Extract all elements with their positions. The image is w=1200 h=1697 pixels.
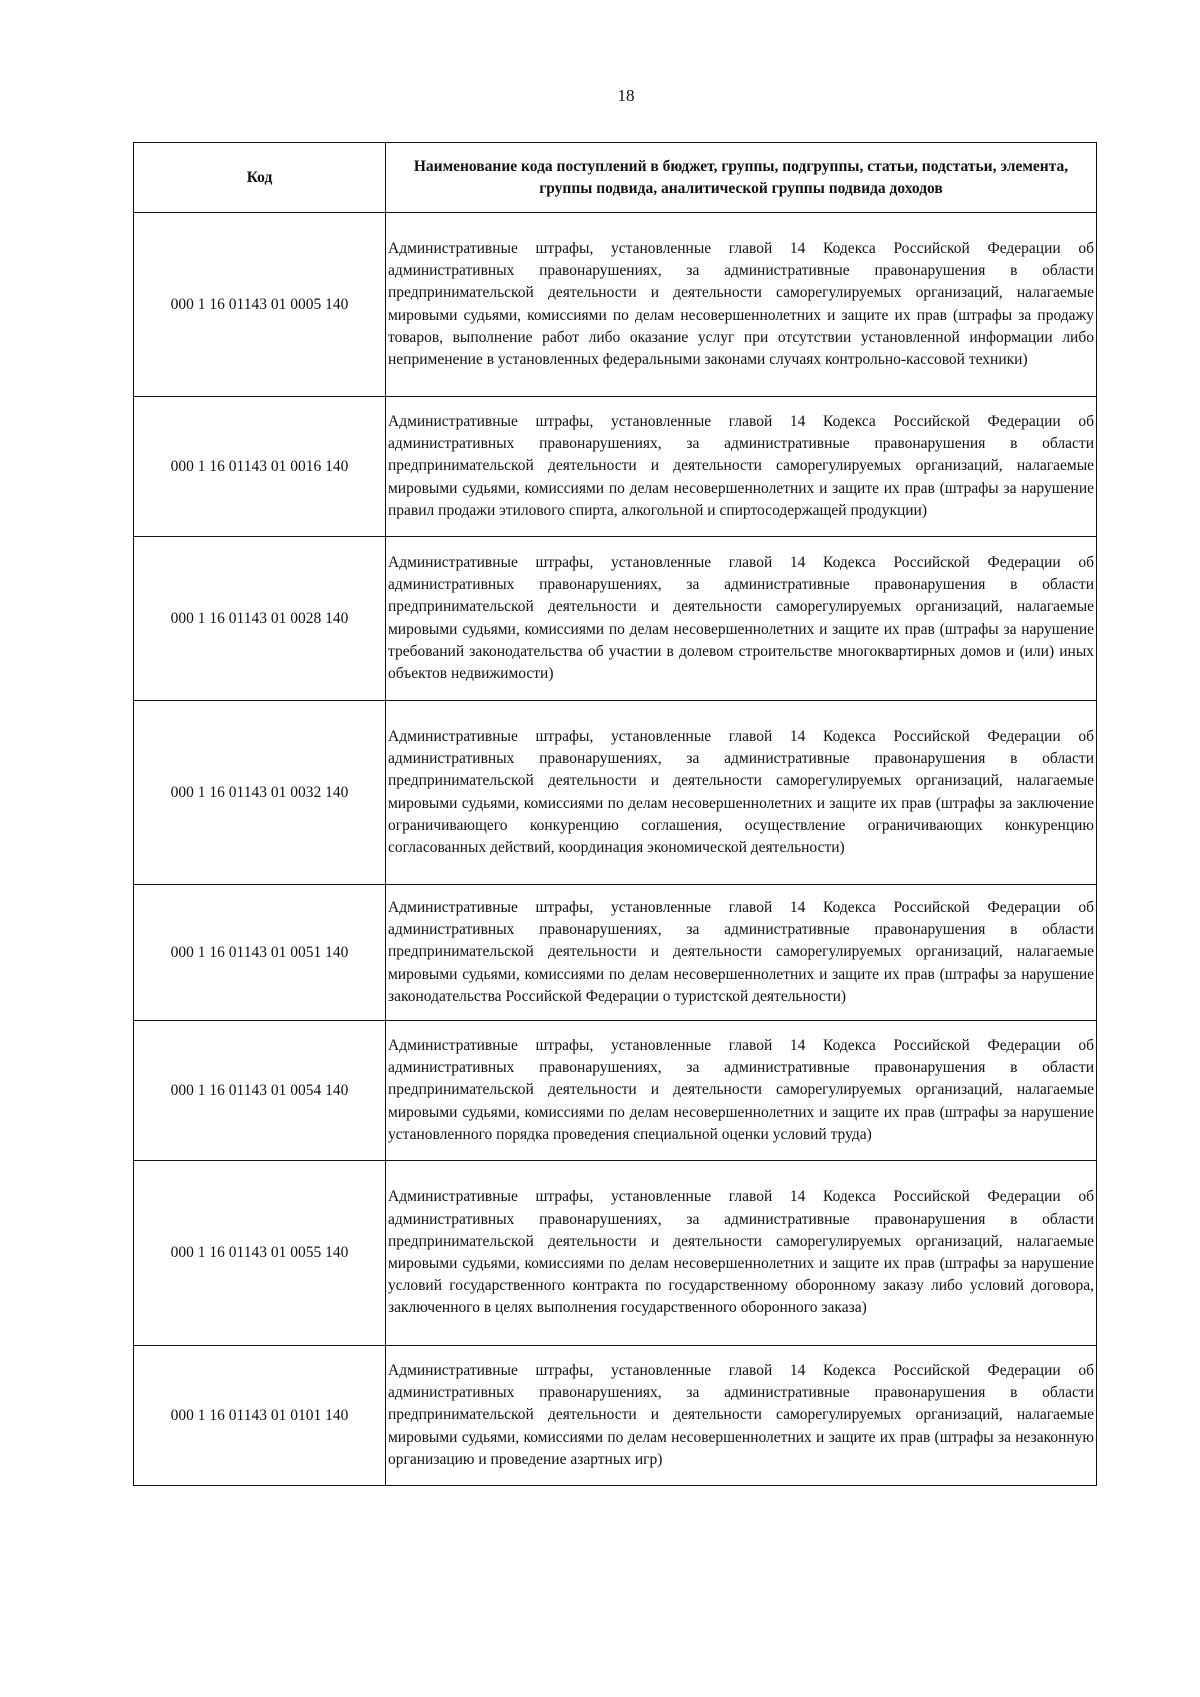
row-description-text: Административные штрафы, установленные главой 14 Кодекса Российской Федерации об административных правонарушениях, за административные правонарушения в области предпринимательской деятельности и деятельности саморегулируемых организаций, налагаемые мировыми судьями, комиссиями по делам несовершеннолетних и защите их прав (штрафы за продажу товаров, выполнение работ либо оказание услуг при отсутствии установленной информации либо неприменение в установленных федеральными законами случаях контрольно-кассовой техники) [388,239,1094,368]
row-code: 000 1 16 01143 01 0028 140 [134,537,386,701]
header-code: Код [134,143,386,213]
row-code: 000 1 16 01143 01 0101 140 [134,1346,386,1486]
row-description-text: Административные штрафы, установленные главой 14 Кодекса Российской Федерации об административных правонарушениях, за административные правонарушения в области предпринимательской деятельности и деятельности саморегулируемых организаций, налагаемые мировыми судьями, комиссиями по делам несовершеннолетних и защите их прав (штрафы за заключение ограничивающего конкуренцию соглашения, осуществление ограничивающих конкуренцию согласованных действий, координация экономической деятельности) [388,727,1094,856]
row-code: 000 1 16 01143 01 0005 140 [134,213,386,397]
row-description [386,1346,1097,1486]
row-description-text: Административные штрафы, установленные главой 14 Кодекса Российской Федерации об административных правонарушениях, за административные правонарушения в области предпринимательской деятельности и деятельности саморегулируемых организаций, налагаемые мировыми судьями, комиссиями по делам несовершеннолетних и защите их прав (штрафы за нарушение требований законодательства об участии в долевом строительстве многоквартирных домов и (или) иных объектов недвижимости) [388,553,1094,682]
row-code: 000 1 16 01143 01 0051 140 [134,885,386,1021]
table-row [134,701,1097,885]
row-description-text: Административные штрафы, установленные главой 14 Кодекса Российской Федерации об административных правонарушениях, за административные правонарушения в области предпринимательской деятельности и деятельности саморегулируемых организаций, налагаемые мировыми судьями, комиссиями по делам несовершеннолетних и защите их прав (штрафы за нарушение установленного порядка проведения специальной оценки условий труда) [388,1036,1094,1143]
table-row [134,397,1097,537]
row-description [386,397,1097,537]
table-row [134,1161,1097,1346]
row-description-text: Административные штрафы, установленные главой 14 Кодекса Российской Федерации об административных правонарушениях, за административные правонарушения в области предпринимательской деятельности и деятельности саморегулируемых организаций, налагаемые мировыми судьями, комиссиями по делам несовершеннолетних и защите их прав (штрафы за нарушение законодательства Российской Федерации о туристской деятельности) [388,898,1094,1005]
row-description [386,213,1097,397]
table-header [134,143,1097,213]
row-code: 000 1 16 01143 01 0054 140 [134,1021,386,1161]
revenue-codes-table [133,142,1097,1486]
row-code: 000 1 16 01143 01 0016 140 [134,397,386,537]
header-name: Наименование кода поступлений в бюджет, группы, подгруппы, статьи, подстатьи, элемента, группы подвида, аналитической группы подвида доходов [386,143,1097,213]
table-row [134,537,1097,701]
row-description-text: Административные штрафы, установленные главой 14 Кодекса Российской Федерации об административных правонарушениях, за административные правонарушения в области предпринимательской деятельности и деятельности саморегулируемых организаций, налагаемые мировыми судьями, комиссиями по делам несовершеннолетних и защите их прав (штрафы за незаконную организацию и проведение азартных игр) [388,1361,1094,1468]
row-description [386,537,1097,701]
row-code: 000 1 16 01143 01 0032 140 [134,701,386,885]
header-row [134,143,1097,213]
row-description-text: Административные штрафы, установленные главой 14 Кодекса Российской Федерации об административных правонарушениях, за административные правонарушения в области предпринимательской деятельности и деятельности саморегулируемых организаций, налагаемые мировыми судьями, комиссиями по делам несовершеннолетних и защите их прав (штрафы за нарушение условий государственного контракта по государственному оборонному заказу либо условий договора, заключенного в целях выполнения государственного оборонного заказа) [388,1188,1094,1317]
row-description [386,1161,1097,1346]
table-row [134,1021,1097,1161]
table-row [134,1346,1097,1486]
row-description [386,701,1097,885]
row-description-text: Административные штрафы, установленные главой 14 Кодекса Российской Федерации об административных правонарушениях, за административные правонарушения в области предпринимательской деятельности и деятельности саморегулируемых организаций, налагаемые мировыми судьями, комиссиями по делам несовершеннолетних и защите их прав (штрафы за нарушение правил продажи этилового спирта, алкогольной и спиртосодержащей продукции) [388,412,1094,519]
table-row [134,885,1097,1021]
row-description [386,885,1097,1021]
page-number: 18 [617,86,635,105]
row-description [386,1021,1097,1161]
table-body [134,213,1097,1486]
row-code: 000 1 16 01143 01 0055 140 [134,1161,386,1346]
table-row [134,213,1097,397]
